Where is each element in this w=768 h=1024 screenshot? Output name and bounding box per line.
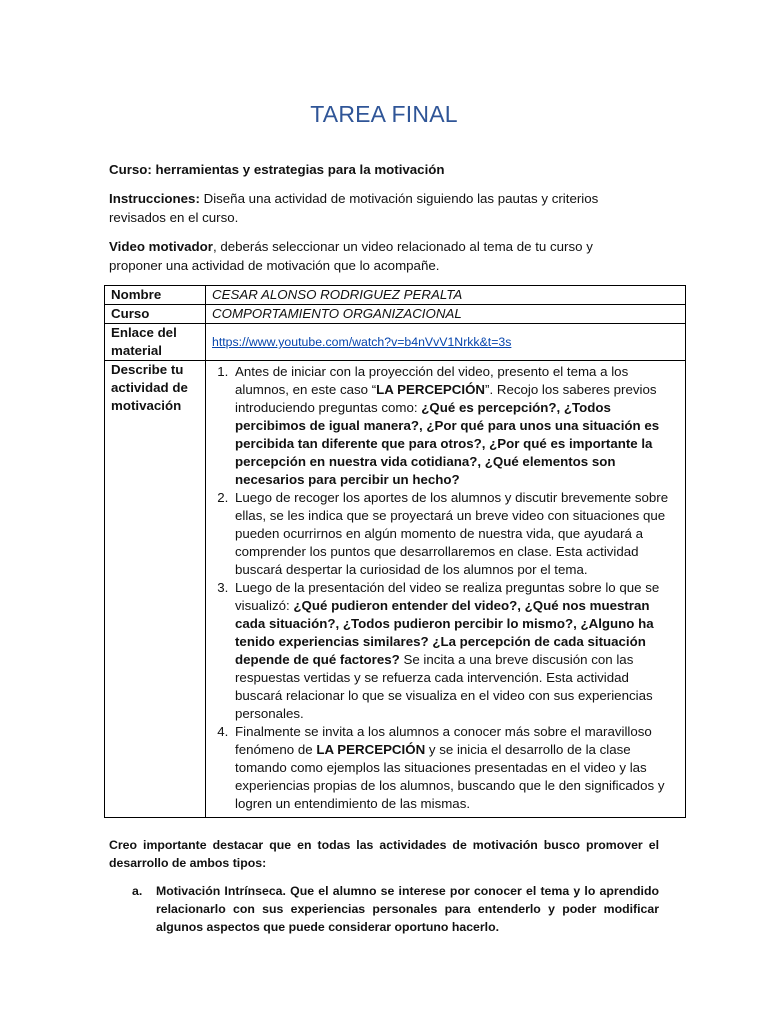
describe-label: Describe tu actividad de motivación [105,361,206,818]
step-bold-text: ¿Qué pudieron entender del video?, ¿Qué nos muestran cada situación?, ¿Todos pudieron percibir lo mismo?, ¿Alguno ha tenido experiencias similares? ¿La percepción de cada situación depende de qué factores? [235,598,654,667]
step-text: Se incita a una breve discusión con las respuestas vertidas y se refuerza cada intervención. Esta actividad buscará relacionar lo que se visualiza en el video con sus experiencias personales. [235,652,653,721]
nombre-value: CESAR ALONSO RODRIGUEZ PERALTA [206,286,686,305]
step-text: Luego de recoger los aportes de los alumnos y discutir brevemente sobre ellas, se les indica que se proyectará un breve video con situaciones que pueden ocurrirnos en algún momento de nuestra vida, que ayudará a comprender los puntos que desarrollaremos en clase. Esta actividad buscará despertar la curiosidad de los alumnos por el tema. [235,490,669,577]
step-item [232,723,679,813]
course-line: Curso: herramientas y estrategias para la motivación [109,162,445,177]
curso-value: COMPORTAMIENTO ORGANIZACIONAL [206,305,686,324]
instructions-label: Instrucciones: [109,191,200,206]
table-row-describe [105,361,686,818]
video-link[interactable]: https://www.youtube.com/watch?v=b4nVvV1Nrkk&t=3s [212,335,512,349]
page-title: TAREA FINAL [310,101,458,127]
video-label: Video motivador [109,239,213,254]
step-bold-text: LA PERCEPCIÓN [316,742,426,757]
activity-table [104,285,686,818]
closing-paragraph: Creo importante destacar que en todas las actividades de motivación busco promover el desarrollo de ambos tipos: [109,838,659,870]
nombre-label: Nombre [105,286,206,305]
step-item [232,489,679,579]
closing-item-marker: a. [132,884,143,898]
instructions-text: Diseña una actividad de motivación siguiendo las pautas y criterios revisados en el curso. [109,191,599,225]
step-item [232,579,679,723]
step-text: ”. Recojo los saberes previos introduciendo preguntas como: [235,382,657,415]
video-paragraph [109,237,629,275]
curso-label: Curso [105,305,206,324]
step-text: Antes de iniciar con la proyección del video, presento el tema a los alumnos, en este caso “ [235,364,629,397]
step-text: y se inicia el desarrollo de la clase tomando como ejemplos las situaciones presentadas en el video y las experiencias propias de los alumnos, buscando que le den significados y logren un entendimiento de las mismas. [235,742,665,811]
closing-item-text: Motivación Intrínseca. Que el alumno se interese por conocer el tema y lo aprendido relacionarlo con sus experiencias personales para entenderlo y poder modificar algunos aspectos que puede considerar oportuno hacerlo. [156,884,659,934]
step-text: Finalmente se invita a los alumnos a conocer más sobre el maravilloso fenómeno de [235,724,652,757]
steps-list [212,363,679,813]
step-bold-text: ¿Qué es percepción?, ¿Todos percibimos de igual manera?, ¿Por qué para unos una situación es percibida tan diferente que para otros?, ¿Por qué es importante la percepción en nuestra vida cotidiana?, ¿Qué elementos son necesarios para percibir un hecho? [235,400,660,487]
enlace-cell [206,324,686,361]
step-text: Luego de la presentación del video se realiza preguntas sobre lo que se visualizó: [235,580,660,613]
step-item [232,363,679,489]
instructions-paragraph [109,189,629,227]
describe-cell [206,361,686,818]
table-row-nombre [105,286,686,305]
enlace-label: Enlace del material [105,324,206,361]
video-text: , deberás seleccionar un video relacionado al tema de tu curso y proponer una actividad de motivación que lo acompañe. [109,239,593,273]
step-bold-text: LA PERCEPCIÓN [376,382,486,397]
table-row-enlace [105,324,686,361]
table-row-curso [105,305,686,324]
